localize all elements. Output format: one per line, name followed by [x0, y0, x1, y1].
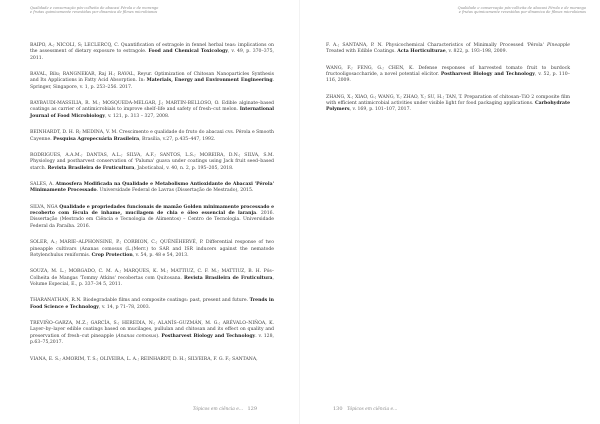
reference-text: . v. 128, p.63–75,2017. — [30, 333, 274, 346]
reference-text: Qualidade e propriedades funcionais de mamão Golden minimamente processado e recoberto com fécula de inhame, mucilagem de chia e óleo essencial de laranja — [30, 204, 274, 217]
page-number: 129 — [247, 406, 257, 412]
running-head-line: Qualidade e conservação pós-colheita de abacaxi Pérola e de morango — [457, 6, 586, 10]
reference-text: THARANATHAN, R.N. Biodegradable films and composite coatings: past, present and future. — [30, 298, 250, 304]
reference-text: VIANA, E. S.; AMORIM, T. S.; OLIVEIRA, L. A.; REINHARDT, D. H.; SILVEIRA, F. G. F.; SANTANA, — [30, 356, 258, 362]
reference-entry — [30, 205, 274, 230]
reference-text: Postharvest Biology and Technology — [161, 333, 256, 339]
reference-text: SILVA, NGA — [30, 204, 60, 210]
reference-entry — [326, 95, 570, 114]
reference-entry — [30, 298, 274, 311]
reference-text: Atmosfera Modificada na Qualidade e Metabolismo Antioxidante de Abacaxi 'Pérola' Minimamente Processado — [30, 182, 275, 194]
reference-text: SOLER, A.; MARIE–ALPHONSINE, P.; CORBION, C.; QUÉNÉHERVÉ, P. Differential response of two pineapple cultivars (Ananas comosus (L.)Merr.) to SAR and ISR inducers against the nematode Rotylenchulus reniformis. — [30, 240, 274, 258]
reference-text: SOUZA, M. L.; MORGADO, C. M. A.; MARQUES, K. M.; MATTIUZ, C. F. M.; MATTIUZ, B. H. Pós–Colheita de Mangas 'Tommy Atkins' recobertas com Quitosana. — [30, 269, 274, 281]
reference-text: , Jaboticabal, v. 40, n. 2, p. 195–205, 2018. — [134, 165, 234, 171]
reference-text: , v. 121, p. 313 – 327, 2008. — [105, 113, 170, 119]
reference-list-left — [30, 43, 274, 373]
reference-entry — [30, 240, 274, 259]
reference-text: Carbohydrate Polymers — [326, 101, 570, 113]
reference-text: RODRIGUES, A.A.M.; DANTAS, A.L.; SILVA, A.F.; SANTOS, L.S.; MOREIRA, D.N.; SILVA, S.M. Physiology and postharvest conservation of 'Paluma' guava under coatings using Jack fruit seed–based starch. — [30, 153, 274, 171]
reference-text: , v. 14, p 71–78, 2003. — [98, 304, 151, 310]
reference-text: , Brasília, v.27, p.435–447, 1992. — [139, 136, 216, 142]
reference-entry — [326, 66, 570, 85]
reference-text: BAVAL, Bilu; RANGNEKAR, Raj H.; RAVAL, Reyur. Optimization of Chitosan Nanoparticles Synthesis and Its Applications in Fatty Acid Absorption. In: — [30, 72, 274, 84]
reference-text: BAYBAUDI-MASSILIA, R. M.; MOSQUEDA-MELGAR, J.; MARTIN-BELLOSO, O. Edible alginate–based coatings as carrier of antimicrobials to improve shelf–life and safety of fresh–cut melon. — [30, 101, 274, 113]
folio-title: Tópicos em ciência e... — [192, 407, 244, 412]
reference-list-right — [326, 43, 570, 124]
reference-entry — [30, 72, 274, 91]
reference-text: F. A.; SANTANA, P. N. Physicochemical Characteristics of Minimally Processed 'Pérola' — [326, 43, 547, 48]
reference-entry — [326, 43, 570, 56]
running-head-line: Qualidade e conservação pós-colheita de abacaxi Pérola e de morango — [30, 6, 159, 10]
reference-text: Crop Protection — [91, 252, 133, 258]
reference-text: Treated with Edible Coatings. — [326, 49, 398, 55]
running-head-left — [30, 6, 230, 15]
reference-text: Pesquisa Agropecuária Brasileira — [53, 136, 140, 142]
reference-text: , v. 169, p. 101–107, 2017. — [349, 107, 411, 113]
reference-text: Revista Brasileira de Fruticultura — [47, 165, 135, 171]
reference-text: Materials, Energy and Environment Engineering — [146, 78, 273, 84]
reference-text: BEINHARDT, D. H. R; MEDINA, V. M. Crescimento e qualidade do fruto do abacaxi cvs. Pérola e Smooth Cayenne. — [30, 130, 274, 142]
reference-text: ZHANG, X.; XIAO, G.; WANG, Y.; ZHAO, Y.; SU, H.; TAN, T. Preparation of chitosan–TiO 2 composite film with efficient antimicrobial activities under visible light for food packaging applications. — [326, 94, 570, 107]
reference-text: Revista Brasileira de Fruticultura — [183, 275, 273, 281]
folio-right — [330, 406, 397, 412]
folio-title: Tópicos em ciência e... — [346, 407, 398, 412]
reference-text: SALES, A. — [30, 182, 56, 188]
reference-text: Trends in Food Science e Technology — [30, 298, 275, 310]
running-head-line: e frutas quimicamente revestidas por dinamica de filmes microbianos — [30, 10, 158, 15]
reference-text: Postharvest Biology and Technology — [440, 72, 535, 78]
reference-text: , Volume Especial, E., p. 337–34 5, 2011. — [30, 275, 274, 287]
running-head-right — [456, 6, 586, 15]
reference-text: . Springer, Singapore, v. 1, p. 253–256. 2017. — [30, 78, 274, 90]
page-number: 130 — [333, 406, 343, 412]
reference-entry — [30, 357, 274, 363]
folio-left — [193, 406, 260, 412]
reference-text: , v. 54, p. 48 e 54, 2013. — [132, 252, 189, 258]
reference-entry — [30, 182, 274, 195]
reference-text: Food and Chemical Toxicology — [148, 49, 228, 55]
reference-text: . 2016. Dissertação (Mestrado em Ciência e Tecnologia de Alimentos) – Centro de Tecnologia. Universidade Federal da Paraíba. 2016. — [30, 211, 274, 229]
reference-text: ). — [156, 333, 162, 339]
reference-text: Ananas comosus — [117, 333, 157, 339]
reference-entry — [30, 321, 274, 346]
reference-entry — [30, 101, 274, 120]
reference-text: BAIPO, A.; NICOLI, S; LECLERCQ, C. Quantification of estragole in fennel herbal teas: implications on the assessment of dietary exposure to estragole. — [30, 43, 274, 55]
reference-entry — [30, 130, 274, 143]
reference-text: , v. 52, p. 110–116, 2009. — [326, 72, 570, 84]
reference-text: TREVIÑO–GARZA, M.Z.; GARCÍA, S.; HEREDIA, N.; ALANÍS–GUZMÁN, M. G.; ARÉVALO–NIÑOA, K. Layer–by–layer edible coatings based on mucilages, pullulan and chitosan and its effect on quality and preservation of fresh–cut pineapple ( — [30, 321, 274, 339]
reference-entry — [30, 269, 274, 288]
reference-text: . Universidade Federal de Lavras (Dissertação de Mestrado), 2015. — [96, 188, 254, 194]
reference-text: Acta Horticulturae — [397, 49, 446, 55]
reference-text: , v. 49, p. 370–375, 2011. — [30, 49, 274, 61]
right-page — [300, 0, 600, 424]
reference-entry — [30, 153, 274, 172]
reference-text: Pineapple — [546, 43, 570, 48]
running-head-line: e frutas quimicamente revestidas por dinamica de filmes microbianos — [458, 10, 586, 15]
reference-text: International Journal of Food Microbiology — [30, 107, 274, 119]
reference-entry — [30, 43, 274, 62]
reference-text: WANG, F.; FENG, G.; CHEN, K. Defense responses of harvested tomato fruit to burdock fructooligosaccharide, a novel potential elicitor. — [326, 65, 570, 78]
reference-text: , v. 822, p. 193–198, 2009. — [445, 49, 507, 55]
